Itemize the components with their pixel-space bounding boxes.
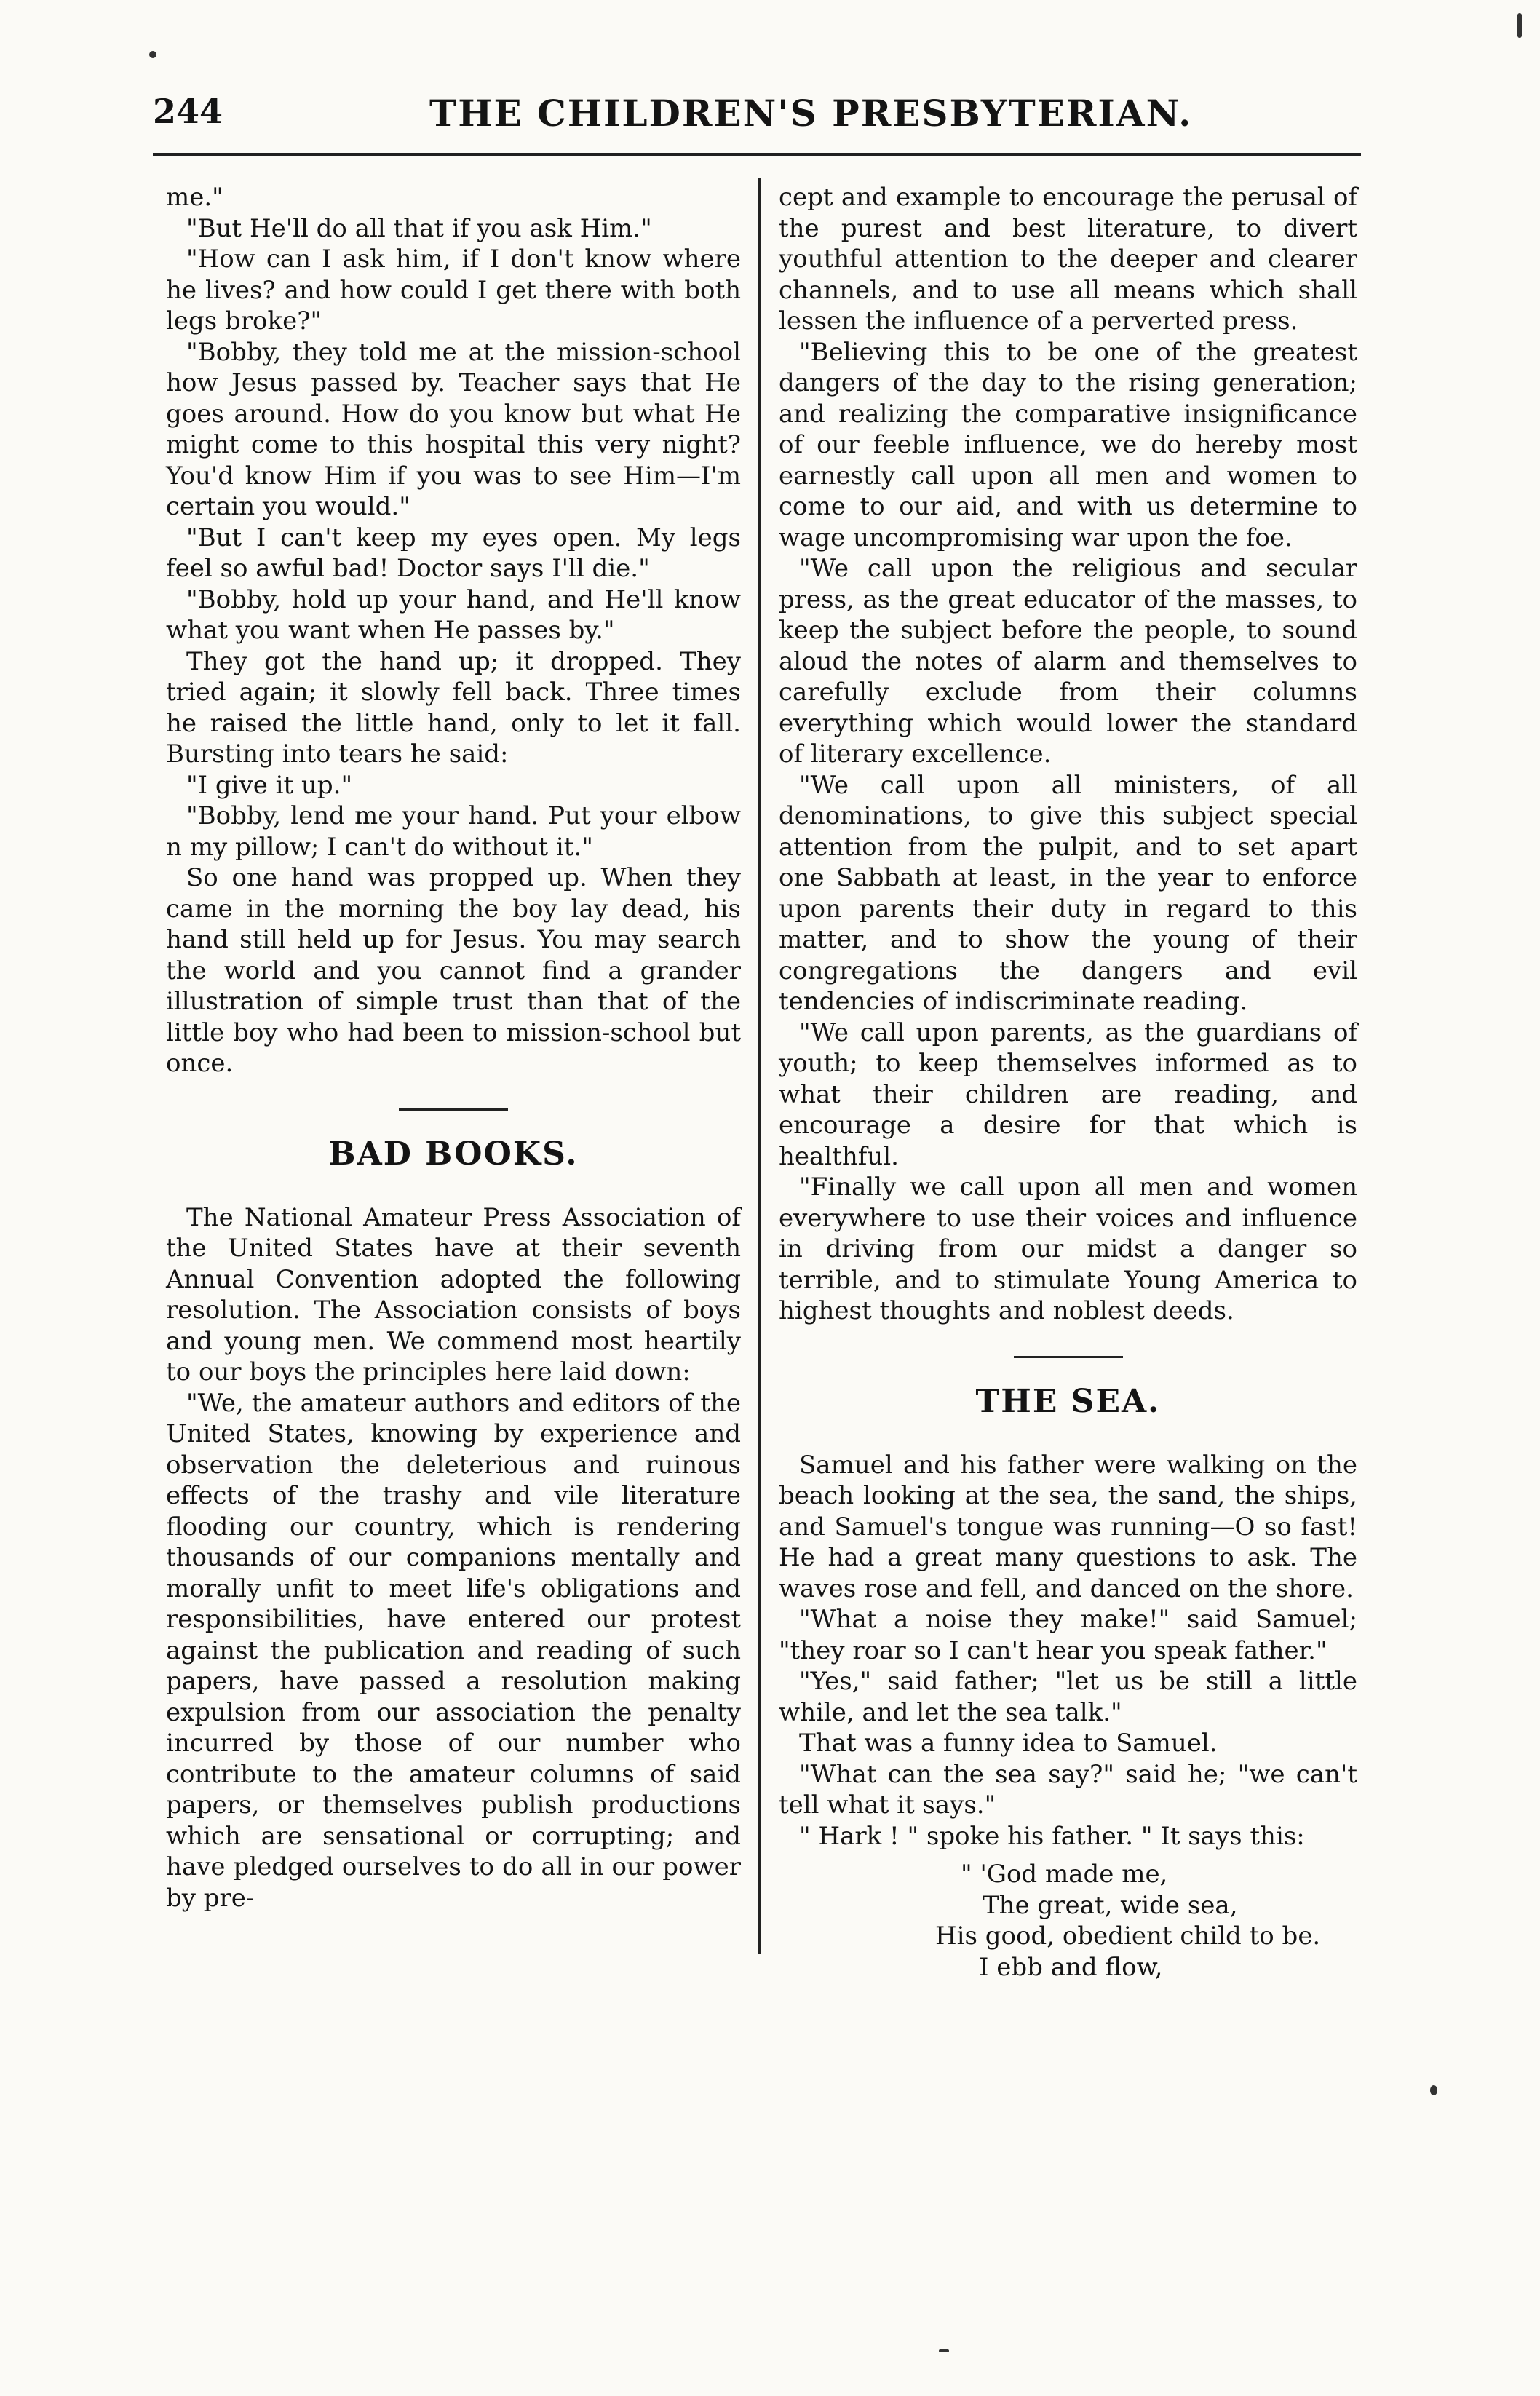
article-paragraph: "We call upon all ministers, of all denominations, to give this subject special attention from the pulpit, and to set apart one Sabbath at least, in the year to enforce upon parents their duty in regard to this matter, and to show the young of their congregations the dangers and evil tendencies of indiscriminate reading. [779, 770, 1357, 1016]
article-paragraph: The National Amateur Press Association of the United States have at their seventh Annual Convention adopted the following resolution. The Association consists of boys and young men. We commend most heartily to our boys the principles here laid down: [166, 1202, 741, 1387]
story-paragraph: "But I can't keep my eyes open. My legs feel so awful bad! Doctor says I'll die." [166, 523, 741, 583]
section-divider-rule [1014, 1356, 1123, 1358]
left-column [166, 182, 741, 1913]
story-paragraph: "What can the sea say?" said he; "we can't tell what it says." [779, 1759, 1357, 1820]
story-paragraph: Samuel and his father were walking on the beach looking at the sea, the sand, the ships, and Samuel's tongue was running—O so fast! He had a great many questions to ask. The waves rose and fell, and danced on the shore. [779, 1450, 1357, 1603]
scan-speck [939, 2349, 949, 2352]
story-paragraph: That was a funny idea to Samuel. [799, 1729, 1218, 1758]
article-paragraph: "Believing this to be one of the greatest dangers of the day to the rising generation; and realizing the comparative insignificance of our feeble influence, we do hereby most earnestly call upon all men and women to come to our aid, and with us determine to wage uncompromising war upon the foe. [779, 337, 1357, 552]
story-paragraph: "I give it up." [186, 770, 353, 800]
page-header [153, 86, 1390, 151]
scan-speck [149, 51, 156, 58]
article-paragraph: "Finally we call upon all men and women everywhere to use their voices and influence in driving from our midst a danger so terrible, and to stimulate Young America to highest thoughts and noblest deeds. [779, 1173, 1357, 1325]
running-title: THE CHILDREN'S PRESBYTERIAN. [429, 92, 1193, 135]
article-paragraph: "We call upon the religious and secular press, as the great educator of the masses, to keep the subject before the people, to sound aloud the notes of alarm and themselves to carefully exclude from their columns everything which would lower the standard of literary excellence. [779, 554, 1357, 769]
column-divider [758, 178, 761, 1954]
poem-line: The great, wide sea, [983, 1890, 1238, 1920]
story-paragraph: "Bobby, they told me at the mission-school how Jesus passed by. Teacher says that He goes around. How do you know but what He might come to this hospital this very night? You'd know Him if you was to see Him—I'm certain you would." [166, 337, 741, 521]
story-paragraph: They got the hand up; it dropped. They tried again; it slowly fell back. Three times he raised the little hand, only to let it fall. Bursting into tears he said: [166, 646, 741, 769]
story-paragraph: "But He'll do all that if you ask Him." [186, 213, 652, 243]
story-paragraph: "Yes," said father; "let us be still a little while, and let the sea talk." [779, 1667, 1357, 1727]
article-paragraph: "We call upon parents, as the guardians of youth; to keep themselves informed as to what their children are reading, and encourage a desire for that which is healthful. [779, 1017, 1357, 1171]
section-divider-rule [399, 1108, 508, 1111]
story-paragraph: So one hand was propped up. When they came in the morning the boy lay dead, his hand still held up for Jesus. You may search the world and you cannot find a grander illustration of simple trust than that of the little boy who had been to mission-school but once. [166, 863, 741, 1078]
article-paragraph: "We, the amateur authors and editors of the United States, knowing by experience and observation the deleterious and ruinous effects of the trashy and vile literature flooding our country, which is rendering thousands of our companions mentally and morally unfit to meet life's obligations and responsibilities, have entered our protest against the publication and reading of such papers, have passed a resolution making expulsion from our association the penalty incurred by those of our number who contribute to the amateur columns of said papers, or themselves publish productions which are sensational or corrupting; and have pledged ourselves to do all in our power by pre- [166, 1388, 741, 1913]
poem-line: I ebb and flow, [979, 1952, 1163, 1982]
story-paragraph: "How can I ask him, if I don't know where he lives? and how could I get there with both legs broke?" [166, 245, 741, 336]
header-rule [153, 153, 1361, 156]
article-paragraph: cept and example to encourage the perusal of the purest and best literature, to divert youthful attention to the deeper and clearer channels, and to use all means which shall lessen the influence of a perverted press. [779, 183, 1357, 336]
right-column [779, 182, 1357, 1983]
story-paragraph: me." [166, 183, 223, 212]
poem [779, 1859, 1357, 1983]
page-number: 244 [153, 92, 223, 131]
story-paragraph: " Hark ! " spoke his father. " It says this: [799, 1821, 1305, 1851]
story-paragraph: "Bobby, lend me your hand. Put your elbow n my pillow; I can't do without it." [166, 801, 741, 862]
poem-line: His good, obedient child to be. [935, 1921, 1321, 1951]
scan-speck [1430, 2085, 1437, 2095]
section-title-the-sea: THE SEA. [975, 1382, 1161, 1420]
section-title-bad-books: BAD BOOKS. [328, 1135, 579, 1173]
scan-speck [1517, 13, 1522, 38]
poem-line: " 'God made me, [961, 1860, 1168, 1889]
story-paragraph: "What a noise they make!" said Samuel; "they roar so I can't hear you speak father." [779, 1605, 1357, 1665]
story-paragraph: "Bobby, hold up your hand, and He'll know what you want when He passes by." [166, 584, 741, 645]
